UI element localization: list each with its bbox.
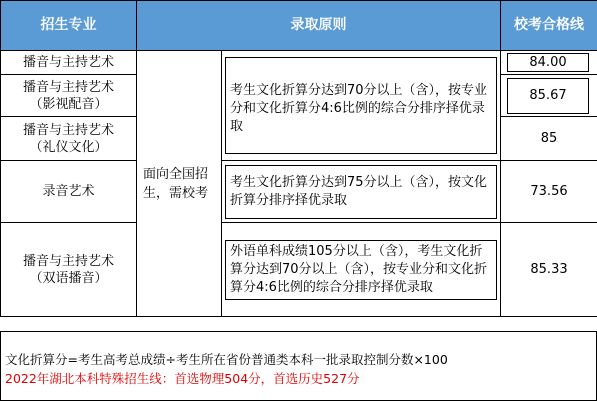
principle-cell-1: [222, 51, 501, 161]
scope-text: 面向全国招生，需校考: [143, 166, 209, 201]
major-cell: [1, 51, 137, 75]
line-cell: [501, 51, 597, 75]
major-cell: [1, 161, 137, 223]
major-name: 播音与主持艺术: [22, 122, 114, 138]
line-value: 85.33: [530, 262, 568, 277]
line-cell: [501, 75, 597, 117]
line-value: 73.56: [530, 184, 568, 199]
line-value: 85.67: [507, 78, 589, 114]
major-cell: [1, 223, 137, 317]
principle-cell-2: [222, 161, 501, 223]
major-cell: [1, 117, 137, 161]
major-name: 播音与主持艺术: [22, 55, 114, 70]
footer-notes: [0, 331, 597, 401]
line-value: 85: [540, 131, 558, 146]
header-major: 招生专业: [1, 1, 137, 51]
line-cell: [501, 223, 597, 317]
principle-text-1: 考生文化折算分达到70分以上（含），按专业分和文化折算分4:6比例的综合分排序择优录取: [225, 57, 497, 154]
major-sub: （影视配音）: [29, 96, 108, 112]
principle-text-3: 外语单科成绩105分以上（含），考生文化折算分达到70分以上（含），按专业分和文化折算分4:6比例的综合分排序择优录取: [225, 240, 497, 300]
table-header-row: [1, 1, 597, 51]
scope-cell: [137, 51, 222, 317]
table-row: [1, 223, 597, 317]
header-line: 校考合格线: [501, 1, 597, 51]
principle-cell-3: [222, 223, 501, 317]
admission-line-note: 2022年湖北本科特殊招生线：首选物理504分，首选历史527分: [5, 371, 360, 386]
major-name: 播音与主持艺术: [22, 79, 114, 95]
principle-text-2: 考生文化折算分达到75分以上（含），按文化折算分排序择优录取: [225, 165, 497, 219]
major-name: 播音与主持艺术: [22, 253, 114, 269]
formula-text: 文化折算分=考生高考总成绩÷考生所在省份普通类本科一批录取控制分数×100: [5, 352, 448, 367]
line-cell: [501, 161, 597, 223]
major-cell: [1, 75, 137, 117]
table-row: [1, 51, 597, 75]
table-row: [1, 161, 597, 223]
header-principle: 录取原则: [137, 1, 501, 51]
major-name: 录音艺术: [42, 184, 95, 199]
line-cell: [501, 117, 597, 161]
major-sub: （礼仪文化）: [29, 139, 108, 155]
major-sub: （双语播音）: [29, 270, 108, 286]
line-value: 84.00: [507, 53, 589, 72]
